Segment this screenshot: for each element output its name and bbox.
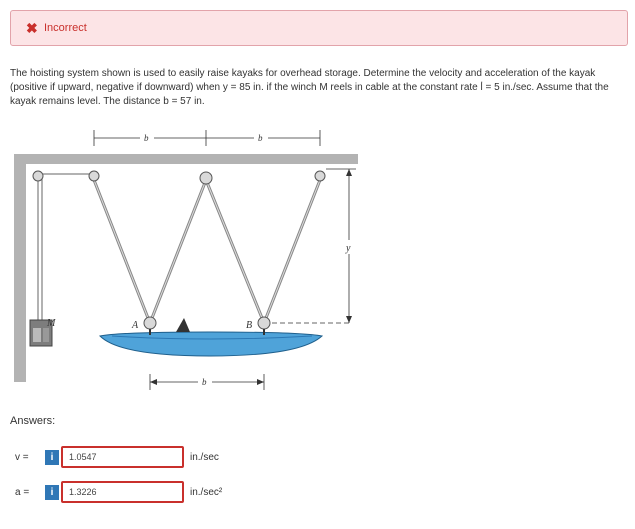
info-icon[interactable]: i [45,450,59,465]
acceleration-input[interactable] [61,481,184,503]
answer-label: v = [15,452,29,463]
answer-row-acceleration [0,481,635,505]
left-wall [14,154,26,382]
label-B: B [246,320,253,331]
dim-b-top-left: b [144,133,149,143]
incorrect-banner [10,10,628,46]
answer-row-velocity [0,446,635,470]
close-icon: ✖ [26,20,38,36]
problem-statement: The hoisting system shown is used to easily raise kayaks for overhead storage. Determine the velocity and acceleration of the kayak (positive if upward, negative if downward) when y = 85 in. if the winch M reels in cable at the constant rate l̇ = 5 in./sec. Assume that the kayak remains level. The distance b = 57 in. [10,68,609,107]
dim-b-top-right: b [258,133,263,143]
dim-b-bottom: b [202,377,207,387]
pulley-wall [33,171,43,181]
label-M: M [47,318,56,329]
info-icon[interactable]: i [45,485,59,500]
hoisting-system-figure [0,120,380,400]
answer-unit: in./sec [190,452,219,463]
kayak [100,332,322,356]
label-A: A [132,320,139,331]
pulley-right [315,171,325,181]
pulley-center [200,172,212,184]
pulley-left [89,171,99,181]
dim-y: y [346,243,351,254]
answer-label: a = [15,487,30,498]
ceiling-beam [14,154,358,164]
pulley-B [258,317,270,329]
answers-title: Answers: [10,415,56,427]
pulley-A [144,317,156,329]
answer-unit: in./sec² [190,487,223,498]
banner-text: Incorrect [44,22,87,34]
velocity-input[interactable] [61,446,184,468]
